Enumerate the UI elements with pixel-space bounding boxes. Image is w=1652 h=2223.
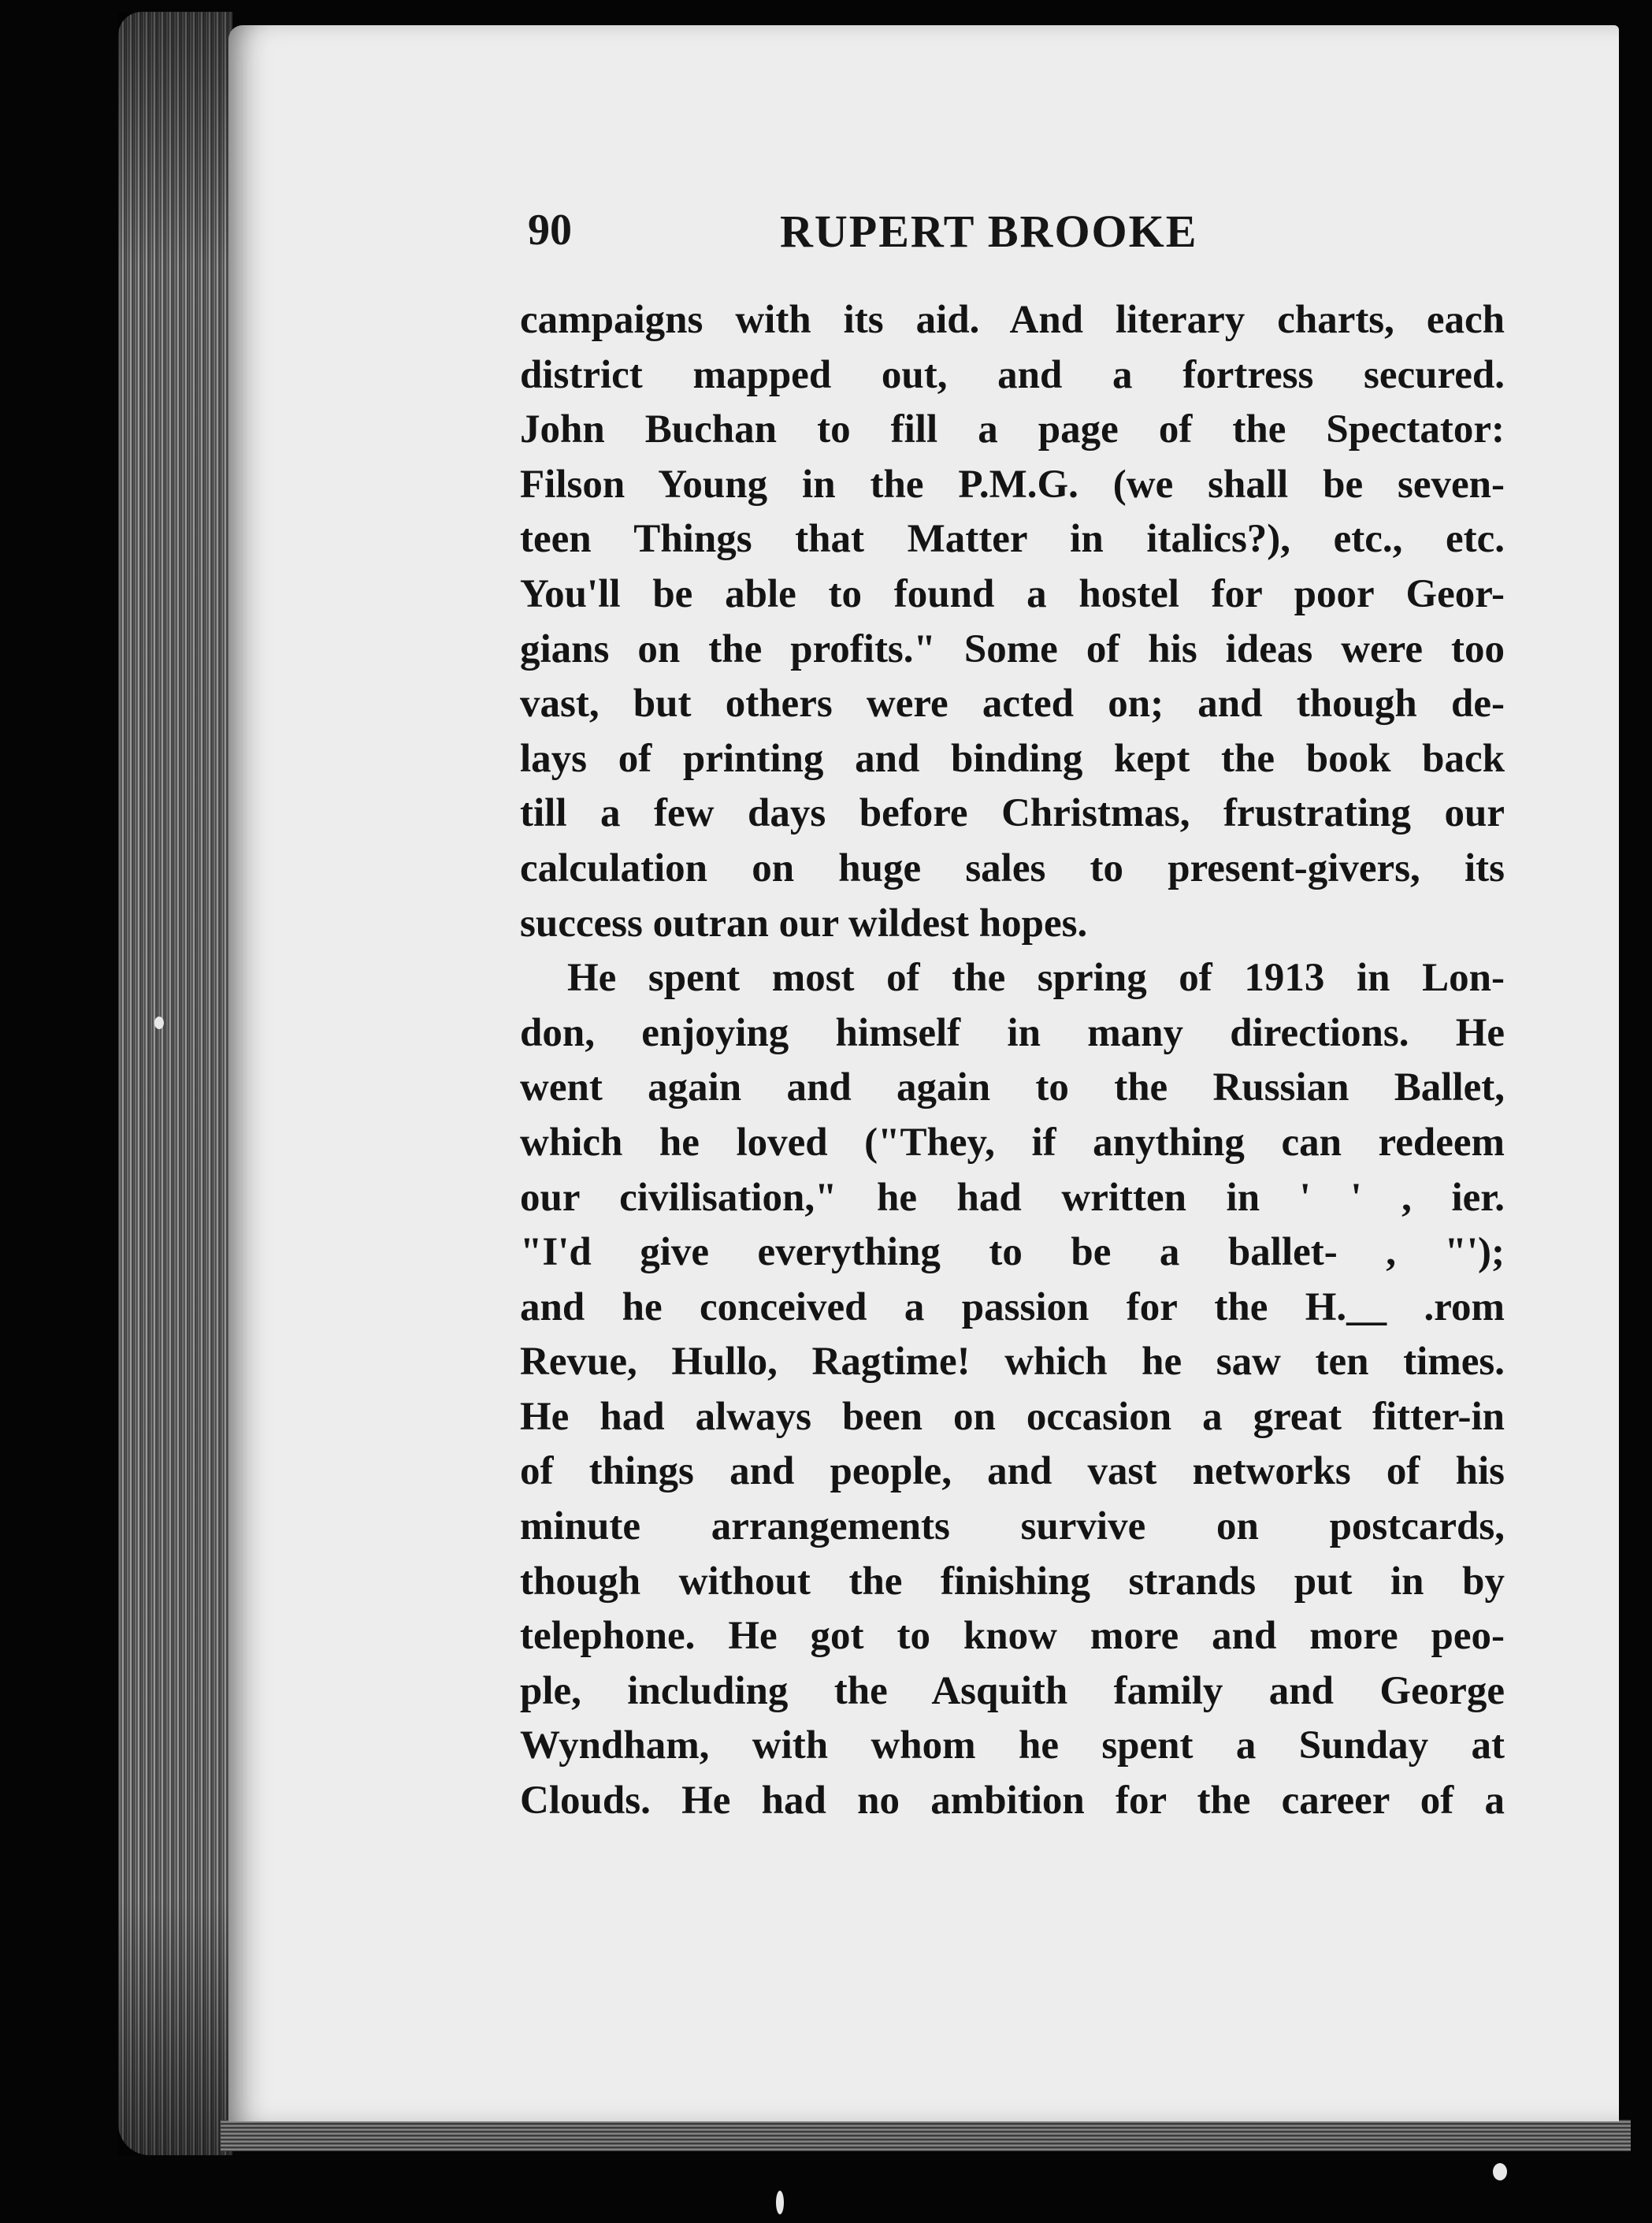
- text-line: You'll be able to found a hostel for poor Geor-: [520, 571, 1505, 616]
- text-line: Clouds. He had no ambition for the career of a: [520, 1779, 1505, 1823]
- text-line: don, enjoying himself in many directions. He: [520, 1010, 1505, 1055]
- text-line: Filson Young in the P.M.G. (we shall be seven-: [520, 462, 1505, 507]
- text-line: Wyndham, with whom he spent a Sunday at: [520, 1723, 1505, 1768]
- text-line: He spent most of the spring of 1913 in Lon-: [567, 956, 1505, 1001]
- text-line: minute arrangements survive on postcards,: [520, 1504, 1505, 1549]
- scan-speck: [154, 1017, 164, 1029]
- text-line: went again and again to the Russian Ballet,: [520, 1065, 1505, 1110]
- text-line: of things and people, and vast networks of his: [520, 1449, 1505, 1494]
- scan-speck: [776, 2191, 784, 2214]
- text-line: gians on the profits." Some of his ideas were too: [520, 626, 1505, 671]
- text-line: and he conceived a passion for the H.__ .rom: [520, 1284, 1505, 1329]
- text-line: lays of printing and binding kept the book back: [520, 736, 1505, 781]
- text-line: "I'd give everything to be a ballet- , "');: [520, 1230, 1505, 1275]
- body-text: [520, 293, 1505, 1829]
- text-line: till a few days before Christmas, frustrating our: [520, 791, 1505, 836]
- text-line: which he loved ("They, if anything can redeem: [520, 1120, 1505, 1165]
- text-line: our civilisation," he had written in ' ' , ier.: [520, 1175, 1505, 1220]
- text-line: though without the finishing strands put in by: [520, 1559, 1505, 1604]
- text-line: teen Things that Matter in italics?), etc., etc.: [520, 517, 1505, 562]
- text-line: calculation on huge sales to present-givers, its: [520, 846, 1505, 890]
- text-line: vast, but others were acted on; and though de-: [520, 682, 1505, 727]
- text-line: district mapped out, and a fortress secured.: [520, 352, 1505, 397]
- text-line: campaigns with its aid. And literary charts, each: [520, 298, 1505, 342]
- scan-speck: [1493, 2163, 1507, 2180]
- text-line: telephone. He got to know more and more peo-: [520, 1614, 1505, 1659]
- page-header: [528, 205, 1260, 268]
- text-line: ple, including the Asquith family and George: [520, 1668, 1505, 1713]
- text-line: He had always been on occasion a great fitter-in: [520, 1394, 1505, 1439]
- text-line: success outran our wildest hopes.: [520, 901, 1088, 946]
- page-number: 90: [528, 206, 572, 255]
- book-bottom-edge: [221, 2120, 1631, 2151]
- text-line: Revue, Hullo, Ragtime! which he saw ten times.: [520, 1340, 1505, 1385]
- running-head: RUPERT BROOKE: [780, 206, 1198, 257]
- book-page-edges: [118, 12, 232, 2155]
- text-line: John Buchan to fill a page of the Spectator:: [520, 407, 1505, 452]
